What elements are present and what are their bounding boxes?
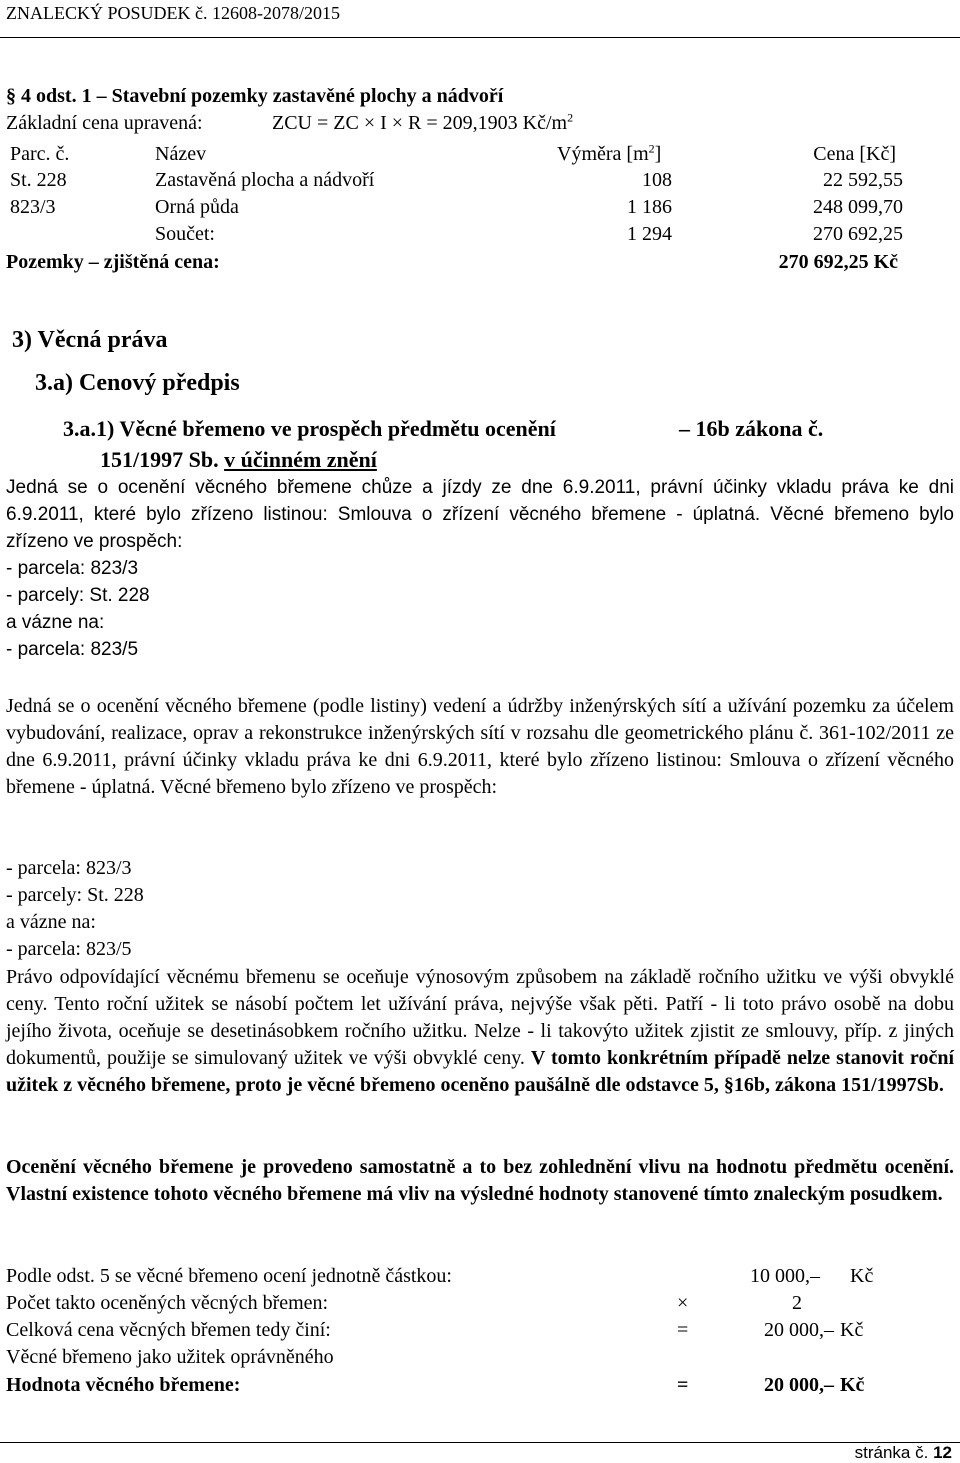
section-heading: § 4 odst. 1 – Stavební pozemky zastavěné plochy a nádvoří (6, 85, 504, 107)
sum-price: 270 692,25 (813, 223, 903, 245)
list-item: - parcela: 823/3 (6, 857, 132, 879)
list-item: - parcela: 823/5 (6, 639, 139, 660)
calc-value: 20 000,– (764, 1319, 834, 1341)
heading-vecne-bremeno-law: – 16b zákona č. (679, 416, 824, 441)
calc-operator: × (677, 1292, 689, 1314)
paragraph-easement-2: Jedná se o ocenění věcného břemene (podle listiny) vedení a údržby inženýrských sítí a užívání pozemku za účelem vybudování, realizace, oprav a rekonstrukce inženýrských sítí v rozsahu dle geometrického plánu č. 361-102/2011 ze dne 6.9.2011, právní účinky vkladu práva ke dni 6.9.2011, které bylo zřízeno listinou: Smlouva o zřízení věcného břemene - úplatná. Věcné břemeno bylo zřízeno ve prospěch: (6, 695, 954, 798)
paragraph-valuation-method: Právo odpovídající věcnému břemenu se oceňuje výnosovým způsobem na základě ročního užitku ve výši obvyklé ceny. Tento roční užitek se násobí počtem let užívání práva, nejvýše však pěti. Patří - li toto právo osobě na dobu jejího života, oceňuje se desetinásobkem ročního užitku. Nelze - li takovýto užitek zjistit ze smlouvy, příp. z jiných dokumentů, použije se simulovaný užitek ve výši obvyklé ceny. V tomto konkrétním případě nelze stanovit roční užitek z věcného břemene, proto je věcné břemeno oceněno paušálně dle odstavce 5, §16b, zákona 151/1997Sb. (6, 966, 955, 1096)
table-row-price: 248 099,70 (813, 196, 903, 218)
list-item: - parcela: 823/5 (6, 938, 132, 960)
list-item: - parcely: St. 228 (6, 884, 144, 906)
total-value: 20 000,– (764, 1374, 834, 1396)
calc-operator: = (677, 1319, 689, 1341)
total-label: Hodnota věcného břemene: (6, 1374, 241, 1396)
page-number: stránka č. 12 (854, 1443, 952, 1462)
heading-cenovy-predpis: 3.a) Cenový předpis (35, 370, 240, 396)
header-rule (0, 37, 960, 38)
paragraph-easement-1: Jedná se o ocenění věcného břemene chůze a jízdy ze dne 6.9.2011, právní účinky vkladu práva ke dni 6.9.2011, které bylo zřízeno listinou: Smlouva o zřízení věcného břemene - úplatná. Věcné břemeno bylo zřízeno ve prospěch: (6, 477, 954, 552)
heading-vecne-bremeno: 3.a.1) Věcné břemeno ve prospěch předmětu ocenění (63, 416, 556, 441)
paragraph-valuation-note: Ocenění věcného břemene je provedeno samostatně a to bez zohlednění vlivu na hodnotu předmětu ocenění. Vlastní existence tohoto věcného břemene má vliv na výsledné hodnoty stanovené tímto znaleckým posudkem. (6, 1156, 954, 1205)
calc-value: 2 (792, 1292, 802, 1314)
document-header: ZNALECKÝ POSUDEK č. 12608-2078/2015 (6, 3, 340, 23)
found-price-label: Pozemky – zjištěná cena: (6, 251, 220, 273)
calc-label: Počet takto oceněných věcných břemen: (6, 1292, 329, 1314)
footer-rule (0, 1442, 960, 1443)
col-header-price: Cena [Kč] (813, 143, 896, 165)
table-row-area: 108 (642, 169, 672, 191)
calc-label: Celková cena věcných břemen tedy činí: (6, 1319, 331, 1341)
list-item: a vázne na: (6, 911, 96, 933)
total-operator: = (677, 1374, 689, 1396)
col-header-name: Název (155, 143, 207, 165)
calc-value: 10 000,– (750, 1265, 820, 1287)
base-price-formula: ZCU = ZC × I × R = 209,1903 $Kč/m^2$ (272, 110, 574, 134)
calc-label: Podle odst. 5 se věcné břemeno ocení jednotně částkou: (6, 1265, 452, 1287)
list-item: a vázne na: (6, 612, 105, 633)
parcel-list-1 (6, 555, 150, 663)
calc-label: Věcné břemeno jako užitek oprávněného (6, 1346, 334, 1368)
found-price-value: 270 692,25 Kč (778, 251, 898, 273)
table-row-parcel: 823/3 (10, 196, 56, 218)
col-header-parcel: Parc. č. (10, 143, 70, 165)
base-price-label: Základní cena upravená: (6, 112, 203, 134)
parcel-list-2 (6, 855, 144, 963)
heading-law-number: 151/1997 Sb. v účinném znění (100, 447, 377, 472)
table-row-name: Zastavěná plocha a nádvoří (155, 169, 375, 191)
list-item: - parcely: St. 228 (6, 585, 150, 606)
calc-unit: Kč (840, 1319, 864, 1341)
total-unit: Kč (840, 1374, 865, 1396)
sum-label: Součet: (155, 223, 215, 245)
sum-area: 1 294 (627, 223, 672, 245)
table-row-area: 1 186 (627, 196, 672, 218)
calc-unit: Kč (850, 1265, 874, 1287)
col-header-area: Výměra $[m^2]$ (557, 141, 662, 165)
table-row-price: 22 592,55 (823, 169, 903, 191)
table-row-name: Orná půda (155, 196, 239, 218)
heading-vecna-prava: 3) Věcná práva (12, 327, 168, 353)
list-item: - parcela: 823/3 (6, 558, 139, 579)
table-row-parcel: St. 228 (10, 169, 67, 191)
